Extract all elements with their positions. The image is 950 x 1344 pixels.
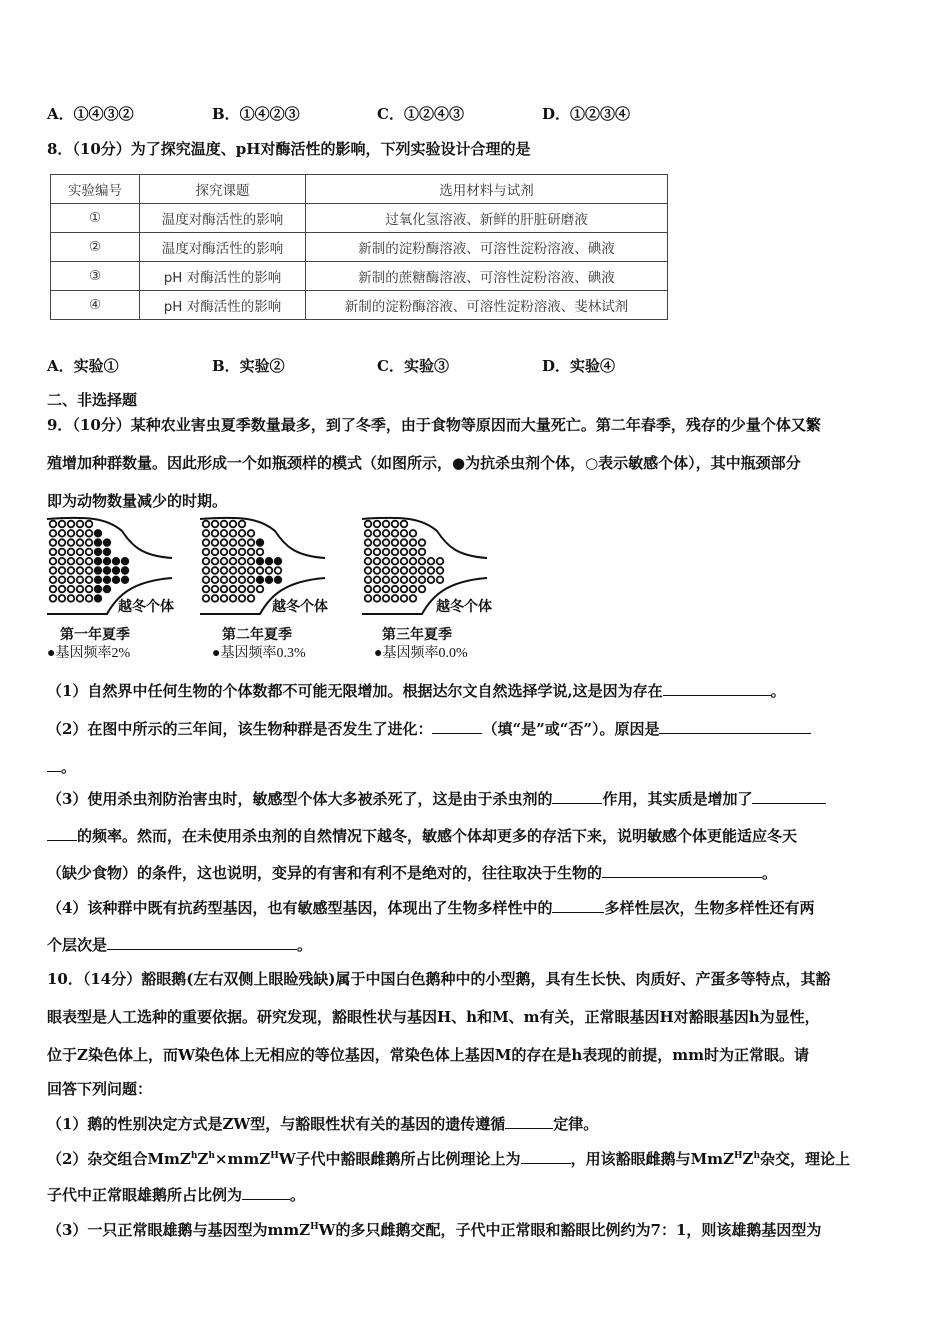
q10-stem-line2: 眼表型是人工选种的重要依据。研究发现，豁眼性状与基因H、h和M、m有关，正常眼基因H对豁眼基因h为显性， [47,1008,820,1026]
table-cell: ① [51,204,140,233]
resistant-individual [95,549,102,556]
sensitive-individual [68,530,75,537]
resistant-individual [122,567,129,574]
sensitive-individual [77,530,84,537]
experiment-table [50,174,668,320]
table-row [51,262,668,291]
sensitive-individual [230,530,237,537]
sensitive-individual [392,521,399,528]
sensitive-individual [68,577,75,584]
sensitive-individual [401,521,408,528]
sensitive-individual [230,558,237,565]
sensitive-individual [230,567,237,574]
winter-label-1: 越冬个体 [118,600,174,615]
sensitive-individual [239,577,246,584]
sensitive-individual [365,577,372,584]
q9-part3-line3: （缺少食物）的条件，这也说明，变异的有害和有利不是绝对的，往往取决于生物的 。 [47,864,778,882]
sensitive-individual [221,586,228,593]
sensitive-individual [212,549,219,556]
sensitive-individual [86,567,93,574]
section-heading: 二、非选择题 [47,391,138,409]
answer-blank[interactable] [521,1149,571,1164]
sensitive-individual [392,567,399,574]
resistant-individual [113,558,120,565]
sensitive-individual [221,530,228,537]
sensitive-individual [86,586,93,593]
table-cell: 新制的蔗糖酶溶液、可溶性淀粉溶液、碘液 [306,262,668,291]
sensitive-individual [59,586,66,593]
sensitive-individual [212,558,219,565]
sensitive-individual [221,595,228,602]
sensitive-individual [203,521,210,528]
sensitive-individual [68,586,75,593]
table-cell: pH 对酶活性的影响 [140,262,306,291]
resistant-individual [275,577,282,584]
sensitive-individual [365,521,372,528]
resistant-individual [257,558,264,565]
sensitive-individual [59,595,66,602]
sensitive-individual [437,577,444,584]
sensitive-individual [365,586,372,593]
sensitive-individual [410,530,417,537]
table-cell: ② [51,233,140,262]
q8-option-b: B．实验② [212,357,285,375]
sensitive-individual [50,586,57,593]
q9-part2-cont: 。 [47,756,905,777]
sensitive-individual [86,558,93,565]
sensitive-individual [374,558,381,565]
sensitive-individual [77,549,84,556]
q8-stem: 8．（10分）为了探究温度、pH对酶活性的影响，下列实验设计合理的是 [47,140,531,158]
sensitive-individual [374,586,381,593]
resistant-individual [104,577,111,584]
sensitive-individual [383,558,390,565]
sensitive-individual [383,567,390,574]
sensitive-individual [203,595,210,602]
resistant-individual [257,539,264,546]
q10-part1: （1）鹅的性别决定方式是ZW型，与豁眼性状有关的基因的遗传遵循 定律。 [47,1115,599,1133]
sensitive-individual [86,521,93,528]
sensitive-individual [401,567,408,574]
sensitive-individual [239,539,246,546]
sensitive-individual [383,586,390,593]
sensitive-individual [212,539,219,546]
sensitive-individual [86,549,93,556]
sensitive-individual [59,549,66,556]
sensitive-individual [257,586,264,593]
sensitive-individual [248,567,255,574]
table-cell: ④ [51,291,140,320]
sensitive-individual [212,595,219,602]
sensitive-individual [374,577,381,584]
sensitive-individual [50,595,57,602]
option-d: D．①②③④ [542,105,631,123]
sensitive-individual [392,586,399,593]
sensitive-individual [203,539,210,546]
sensitive-individual [248,530,255,537]
sensitive-individual [77,577,84,584]
answer-blank[interactable] [242,1185,290,1200]
sensitive-individual [50,567,57,574]
resistant-individual [266,577,273,584]
sensitive-individual [374,521,381,528]
sensitive-individual [50,549,57,556]
sensitive-individual [419,539,426,546]
sensitive-individual [68,549,75,556]
table-row [51,233,668,262]
sensitive-individual [257,567,264,574]
sensitive-individual [401,539,408,546]
sensitive-individual [392,549,399,556]
sensitive-individual [383,577,390,584]
q10-part2-line2: 子代中正常眼雄鹅所占比例为 。 [47,1186,306,1204]
sensitive-individual [239,549,246,556]
sensitive-individual [401,549,408,556]
sensitive-individual [401,577,408,584]
sensitive-individual [50,530,57,537]
option-c: C．①②④③ [377,105,464,123]
sensitive-individual [410,577,417,584]
sensitive-individual [392,539,399,546]
q10-part3: （3）一只正常眼雄鹅与基因型为mmZ$^H$W的多只雌鹅交配，子代中正常眼和豁眼比例约为7：1，则该雄鹅基因型为 [47,1221,822,1239]
sensitive-individual [203,558,210,565]
sensitive-individual [221,567,228,574]
sensitive-individual [266,567,273,574]
sensitive-individual [392,558,399,565]
sensitive-individual [239,586,246,593]
sensitive-individual [230,577,237,584]
resistant-individual [104,558,111,565]
resistant-individual [95,558,102,565]
sensitive-individual [77,521,84,528]
answer-blank[interactable] [107,935,297,950]
table-header: 选用材料与试剂 [306,175,668,204]
q10-stem-line1: 10．（14分）豁眼鹅(左右双侧上眼睑残缺)属于中国白色鹅种中的小型鹅，具有生长快、肉质好、产蛋多等特点，其豁 [47,970,831,988]
sensitive-individual [50,539,57,546]
resistant-individual [95,539,102,546]
resistant-individual [113,567,120,574]
answer-blank[interactable] [432,719,482,734]
table-cell: pH 对酶活性的影响 [140,291,306,320]
sensitive-individual [212,567,219,574]
sensitive-individual [374,567,381,574]
sensitive-individual [203,549,210,556]
sensitive-individual [365,549,372,556]
table-row [51,291,668,320]
sensitive-individual [428,558,435,565]
sensitive-individual [68,567,75,574]
sensitive-individual [203,530,210,537]
resistant-individual [104,567,111,574]
winter-label-2: 越冬个体 [272,600,328,615]
resistant-individual [113,577,120,584]
q9-part4-line1: （4）该种群中既有抗药型基因，也有敏感型基因，体现出了生物多样性中的 多样性层次，生物多样性还有两 [47,899,815,917]
table-cell: 新制的淀粉酶溶液、可溶性淀粉溶液、斐林试剂 [306,291,668,320]
sensitive-individual [374,549,381,556]
option-b: B．①④②③ [212,105,300,123]
table-cell: 过氧化氢溶液、新鲜的肝脏研磨液 [306,204,668,233]
q9-part2: （2）在图中所示的三年间，该生物种群是否发生了进化： （填“是”或“否”）。原因是 [47,718,905,739]
sensitive-individual [365,595,372,602]
sensitive-individual [419,577,426,584]
q8-option-d: D．实验④ [542,357,616,375]
sensitive-individual [410,558,417,565]
sensitive-individual [212,530,219,537]
answer-blank[interactable] [659,719,811,734]
sensitive-individual [86,539,93,546]
sensitive-individual [68,558,75,565]
sensitive-individual [212,586,219,593]
sensitive-individual [374,539,381,546]
sensitive-individual [221,549,228,556]
q10-part2-line1: （2）杂交组合$MmZ^hZ^h\times mmZ^HW$子代中豁眼雌鹅所占比例理论上为 ，用该豁眼雌鹅与$MmZ^HZ^h$杂交，理论上 [47,1150,851,1168]
q9-stem-line1: 9．（10分）某种农业害虫夏季数量最多，到了冬季，由于食物等原因而大量死亡。第二年春季，残存的少量个体又繁 [47,416,821,434]
sensitive-individual [392,577,399,584]
sensitive-individual [383,530,390,537]
sensitive-individual [248,577,255,584]
sensitive-individual [419,586,426,593]
sensitive-individual [77,558,84,565]
sensitive-individual [401,586,408,593]
sensitive-individual [221,577,228,584]
winter-label-3: 越冬个体 [436,600,492,615]
resistant-individual [122,558,129,565]
sensitive-individual [221,521,228,528]
sensitive-individual [383,595,390,602]
answer-blank[interactable] [47,826,77,841]
sensitive-individual [365,558,372,565]
q10-stem-line4: 回答下列问题： [47,1080,153,1098]
sensitive-individual [68,521,75,528]
sensitive-individual [59,539,66,546]
sensitive-individual [59,530,66,537]
sensitive-individual [419,558,426,565]
sensitive-individual [239,530,246,537]
sensitive-individual [59,567,66,574]
sensitive-individual [374,595,381,602]
sensitive-individual [410,549,417,556]
resistant-individual [266,558,273,565]
resistant-individual [275,558,282,565]
sensitive-individual [230,521,237,528]
sensitive-individual [383,539,390,546]
sensitive-individual [203,577,210,584]
resistant-individual [95,567,102,574]
sensitive-individual [428,567,435,574]
sensitive-individual [248,558,255,565]
table-header: 实验编号 [51,175,140,204]
sensitive-individual [401,530,408,537]
answer-blank[interactable] [552,898,604,913]
sensitive-individual [239,567,246,574]
sensitive-individual [248,539,255,546]
sensitive-individual [50,558,57,565]
season-label-1: 第一年夏季 [60,628,130,643]
season-label-3: 第三年夏季 [382,628,452,643]
sensitive-individual [77,595,84,602]
sensitive-individual [59,558,66,565]
sensitive-individual [365,530,372,537]
sensitive-individual [77,586,84,593]
sensitive-individual [230,595,237,602]
sensitive-individual [86,530,93,537]
table-cell: 温度对酶活性的影响 [140,233,306,262]
table-cell: ③ [51,262,140,291]
sensitive-individual [86,577,93,584]
resistant-individual [95,577,102,584]
sensitive-individual [203,586,210,593]
sensitive-individual [50,577,57,584]
sensitive-individual [86,595,93,602]
table-row [51,204,668,233]
resistant-individual [257,577,264,584]
sensitive-individual [212,521,219,528]
q9-part1: （1）自然界中任何生物的个体数都不可能无限增加。根据达尔文自然选择学说,这是因为存在 。 [47,682,786,700]
sensitive-individual [383,521,390,528]
sensitive-individual [392,530,399,537]
table-cell: 新制的淀粉酶溶液、可溶性淀粉溶液、碘液 [306,233,668,262]
sensitive-individual [374,530,381,537]
sensitive-individual [239,521,246,528]
sensitive-individual [59,521,66,528]
resistant-individual [122,577,129,584]
q9-part4-line2: 个层次是 。 [47,936,313,954]
sensitive-individual [50,521,57,528]
sensitive-individual [275,567,282,574]
table-cell: 温度对酶活性的影响 [140,204,306,233]
sensitive-individual [68,595,75,602]
sensitive-individual [392,595,399,602]
sensitive-individual [221,539,228,546]
resistant-individual [104,549,111,556]
sensitive-individual [365,567,372,574]
answer-blank[interactable] [602,863,762,878]
q10-stem-line3: 位于Z染色体上，而W染色体上无相应的等位基因，常染色体上基因M的存在是h表现的前提，mm时为正常眼。请 [47,1046,810,1064]
sensitive-individual [437,567,444,574]
table-header: 探究课题 [140,175,306,204]
answer-blank[interactable] [505,1114,553,1129]
sensitive-individual [230,549,237,556]
sensitive-individual [59,577,66,584]
frequency-label-2: ●基因频率0.3% [212,646,306,661]
q8-option-c: C．实验③ [377,357,449,375]
sensitive-individual [383,549,390,556]
sensitive-individual [230,539,237,546]
sensitive-individual [410,539,417,546]
q9-part3-line1: （3）使用杀虫剂防治害虫时，敏感型个体大多被杀死了，这是由于杀虫剂的 作用，其实质是增加了 [47,788,905,809]
q9-stem-line3: 即为动物数量减少的时期。 [47,492,228,510]
resistant-individual [104,539,111,546]
sensitive-individual [203,567,210,574]
sensitive-individual [437,558,444,565]
sensitive-individual [68,539,75,546]
resistant-individual [95,586,102,593]
frequency-label-3: ●基因频率0.0% [374,646,468,661]
answer-blank[interactable] [47,757,61,772]
sensitive-individual [212,577,219,584]
q9-stem-line2: 殖增加种群数量。因此形成一个如瓶颈样的模式（如图所示，●为抗杀虫剂个体，○表示敏感个体），其中瓶颈部分 [47,454,801,472]
sensitive-individual [77,567,84,574]
sensitive-individual [419,567,426,574]
sensitive-individual [410,595,417,602]
q9-part3-line2: 的频率。然而，在未使用杀虫剂的自然情况下越冬，敏感个体却更多的存活下来，说明敏感个体更能适应冬天 [47,825,905,846]
sensitive-individual [410,586,417,593]
sensitive-individual [410,567,417,574]
answer-blank[interactable] [752,789,826,804]
sensitive-individual [365,539,372,546]
answer-blank[interactable] [552,789,602,804]
season-label-2: 第二年夏季 [222,628,292,643]
sensitive-individual [419,549,426,556]
resistant-individual [95,530,102,537]
sensitive-individual [248,586,255,593]
q8-option-a: A．实验① [47,357,119,375]
frequency-label-1: ●基因频率2% [47,646,131,661]
sensitive-individual [248,595,255,602]
answer-blank[interactable] [663,681,771,696]
sensitive-individual [239,558,246,565]
sensitive-individual [221,558,228,565]
resistant-individual [104,586,111,593]
resistant-individual [95,595,102,602]
sensitive-individual [257,549,264,556]
sensitive-individual [401,595,408,602]
sensitive-individual [239,595,246,602]
table-header-row [51,175,668,204]
sensitive-individual [230,586,237,593]
sensitive-individual [248,549,255,556]
sensitive-individual [77,539,84,546]
option-a: A．①④③② [47,105,134,123]
sensitive-individual [428,577,435,584]
sensitive-individual [401,558,408,565]
